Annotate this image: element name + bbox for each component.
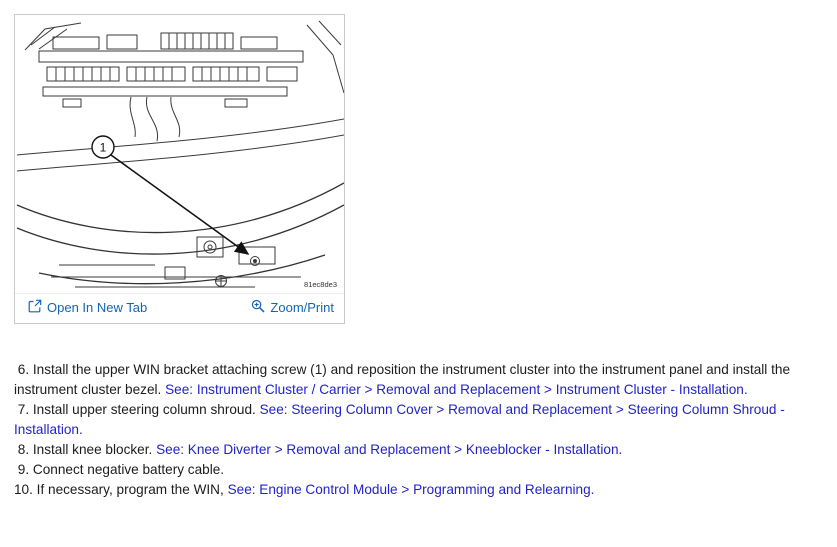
- instruction-steps: [14, 360, 824, 500]
- zoom-icon: [251, 299, 265, 316]
- step-7-text: 7. Install upper steering column shroud.: [14, 402, 260, 417]
- dash-panel-lines: [17, 119, 344, 171]
- open-in-new-tab-link[interactable]: [28, 299, 147, 316]
- technical-illustration: [15, 15, 344, 293]
- step-6: [14, 360, 824, 400]
- step-8-text: 8. Install knee blocker.: [14, 442, 157, 457]
- zoom-print-label: Zoom/Print: [270, 300, 334, 315]
- step-9: [14, 460, 824, 480]
- zoom-print-link[interactable]: [251, 299, 334, 316]
- steering-wheel-rim: [17, 183, 344, 284]
- step-10: [14, 480, 824, 500]
- callout-1: [92, 136, 248, 254]
- step-6-see-link[interactable]: See: Instrument Cluster / Carrier > Removal and Replacement > Instrument Cluster - Installation.: [165, 382, 748, 397]
- step-10-see-link[interactable]: See: Engine Control Module > Programming and Relearning.: [227, 482, 595, 497]
- step-8-see-link[interactable]: See: Knee Diverter > Removal and Replacement > Kneeblocker - Installation.: [156, 442, 623, 457]
- open-in-new-tab-label: Open In New Tab: [47, 300, 148, 315]
- figure-code: 81ec8de3: [304, 280, 337, 289]
- callout-number: 1: [99, 140, 107, 155]
- instrument-cluster-assembly: [25, 21, 344, 141]
- win-bracket-detail: [51, 237, 301, 287]
- callout-arrow: [111, 155, 248, 254]
- step-10-text: 10. If necessary, program the WIN,: [14, 482, 228, 497]
- step-7: [14, 400, 824, 440]
- figure-panel-footer: [15, 293, 344, 323]
- steering-column-diagram: [15, 15, 344, 293]
- open-in-new-tab-icon: [28, 299, 42, 316]
- step-8: [14, 440, 824, 460]
- figure-panel: [14, 14, 345, 324]
- step-6-text: 6. Install the upper WIN bracket attaching screw (1) and reposition the instrument cluster into the instrument panel and install the instrument cluster bezel.: [14, 362, 794, 397]
- step-9-text: 9. Connect negative battery cable.: [14, 462, 225, 477]
- step-7-see-link[interactable]: See: Steering Column Cover > Removal and Replacement > Steering Column Shroud - Installation.: [14, 402, 789, 437]
